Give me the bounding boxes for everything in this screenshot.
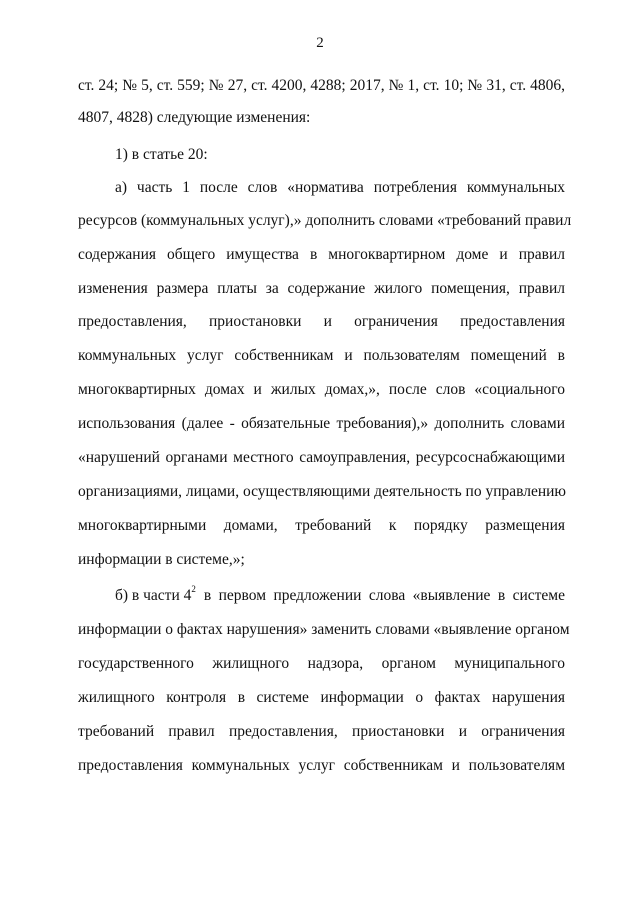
text-line: коммунальных услуг собственникам и пользователям помещений в (78, 347, 565, 364)
text-line: многоквартирными домами, требований к порядку размещения (78, 517, 565, 534)
text-line: государственного жилищного надзора, органом муниципального (78, 655, 565, 672)
text-line: ресурсов (коммунальных услуг),» дополнить словами «требований правил (78, 212, 572, 229)
text-line: изменения размера платы за содержание жилого помещения, правил (78, 280, 565, 297)
text-line: требований правил предоставления, приостановки и ограничения (78, 723, 565, 740)
text-line: предоставления, приостановки и ограничения предоставления (78, 313, 565, 330)
superscript: 2 (191, 583, 196, 594)
page-number: 2 (316, 35, 324, 51)
text-line: 4807, 4828) следующие изменения: (78, 109, 311, 126)
text-line: многоквартирных домах и жилых домах,», после слов «социального (78, 381, 565, 398)
text-line: предоставления коммунальных услуг собственникам и пользователям (78, 757, 565, 774)
text-fragment: в первом предложении слова «выявление в системе (203, 587, 565, 604)
text-line: «нарушений органами местного самоуправления, ресурсоснабжающими (78, 449, 565, 466)
text-line (115, 583, 565, 606)
text-line: а) часть 1 после слов «норматива потребления коммунальных (115, 179, 565, 196)
text-line: жилищного контроля в системе информации о фактах нарушения (78, 689, 565, 706)
text-line: ст. 24; № 5, ст. 559; № 27, ст. 4200, 4288; 2017, № 1, ст. 10; № 31, ст. 4806, (78, 77, 565, 94)
text-line: информации в системе,»; (78, 551, 245, 568)
text-line: содержания общего имущества в многоквартирном доме и правил (78, 246, 565, 263)
text-line: организациями, лицами, осуществляющими деятельность по управлению (78, 483, 567, 500)
text-fragment: б) в части $4^2$ (115, 583, 196, 604)
text-line: использования (далее - обязательные требования),» дополнить словами (78, 415, 565, 432)
text-line: 1) в статье 20: (115, 146, 208, 163)
text-line: информации о фактах нарушения» заменить словами «выявление органом (78, 621, 570, 638)
